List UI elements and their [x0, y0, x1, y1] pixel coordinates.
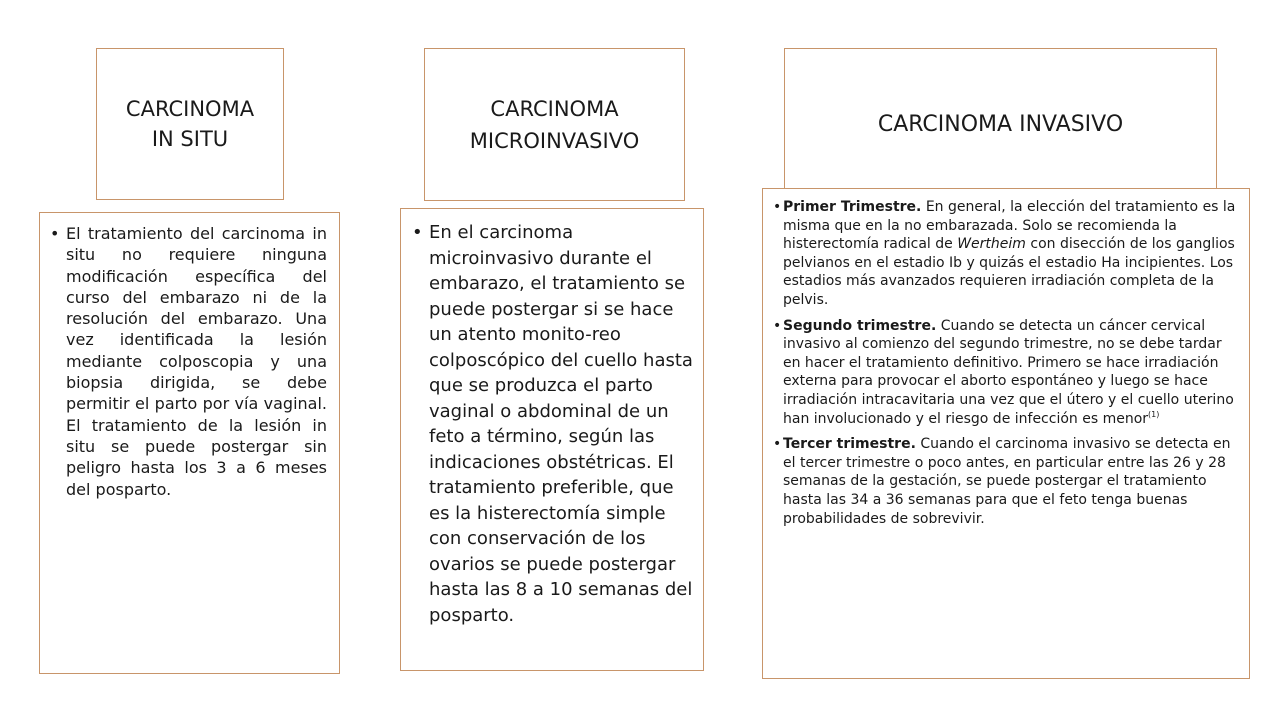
title-line: CARCINOMA [125, 97, 255, 121]
bullet-item-tercer-trimestre [783, 435, 1237, 528]
bullet-item-primer-trimestre [783, 198, 1237, 310]
item-text: En general, la elección del tratamiento es la misma que en la no embarazada. Solo se recomienda la histerectomía radical de [783, 199, 1236, 253]
bullet-item: • El tratamiento del carcinoma in situ no requiere ninguna modificación específica del curso del embarazo ni de la resolución del embarazo. Una vez identificada la lesión mediante colposcopia y una biopsia dirigida, se debe permitir el parto por vía vaginal. El tratamiento de la lesión in situ se puede postergar sin peligro hasta los 3 a 6 meses del posparto. [66, 223, 327, 500]
item-heading: Segundo trimestre. [783, 317, 937, 334]
citation: (1) [1148, 409, 1160, 419]
content-carcinoma-in-situ [39, 212, 340, 674]
title-line: MICROINVASIVO [469, 128, 640, 153]
title-text: CARCINOMA INVASIVO [877, 111, 1124, 137]
title-line: CARCINOMA [490, 96, 619, 121]
item-heading: Tercer trimestre. [783, 436, 916, 453]
item-text: Cuando el carcinoma invasivo se detecta en el tercer trimestre o poco antes, en particular entre las 26 y 28 semanas de la gestación, se puede postergar el tratamiento hasta las 34 a 36 semanas para que el feto tenga buenas probabilidades de sobrevivir. [783, 436, 1231, 527]
item-text: con disección de los ganglios pelvianos en el estadio Ib y quizás el estadio Ha incipientes. Los estadios más avanzados requieren irradiación completa de la pelvis. [783, 236, 1235, 308]
title-carcinoma-invasivo [784, 48, 1217, 200]
bullet-item-segundo-trimestre [783, 317, 1237, 429]
content-carcinoma-microinvasivo [400, 208, 704, 671]
item-text: Cuando se detecta un cáncer cervical invasivo al comienzo del segundo trimestre, no se debe tardar en hacer el tratamiento definitivo. Primero se hace irradiación externa para provocar el aborto espontáneo y luego se hace irradiación intracavitaria una vez que el útero y el cuello uterino han involucionado y el riesgo de infección es menor [783, 317, 1234, 427]
content-carcinoma-invasivo [762, 188, 1250, 679]
bullet-item: • En el carcinoma microinvasivo durante el embarazo, el tratamiento se puede postergar si se hace un atento monito-reo colposcópico del cuello hasta que se produzca el parto vaginal o abdominal de un feto a término, según las indicaciones obstétricas. El tratamiento preferible, que es la histerectomía simple con conservación de los ovarios se puede postergar hasta las 8 a 10 semanas del posparto. [429, 220, 693, 628]
item-italic: Wertheim [957, 236, 1026, 253]
title-carcinoma-microinvasivo [424, 48, 685, 201]
item-heading: Primer Trimestre. [783, 199, 922, 215]
title-carcinoma-in-situ [96, 48, 284, 200]
title-line: IN SITU [151, 127, 229, 151]
